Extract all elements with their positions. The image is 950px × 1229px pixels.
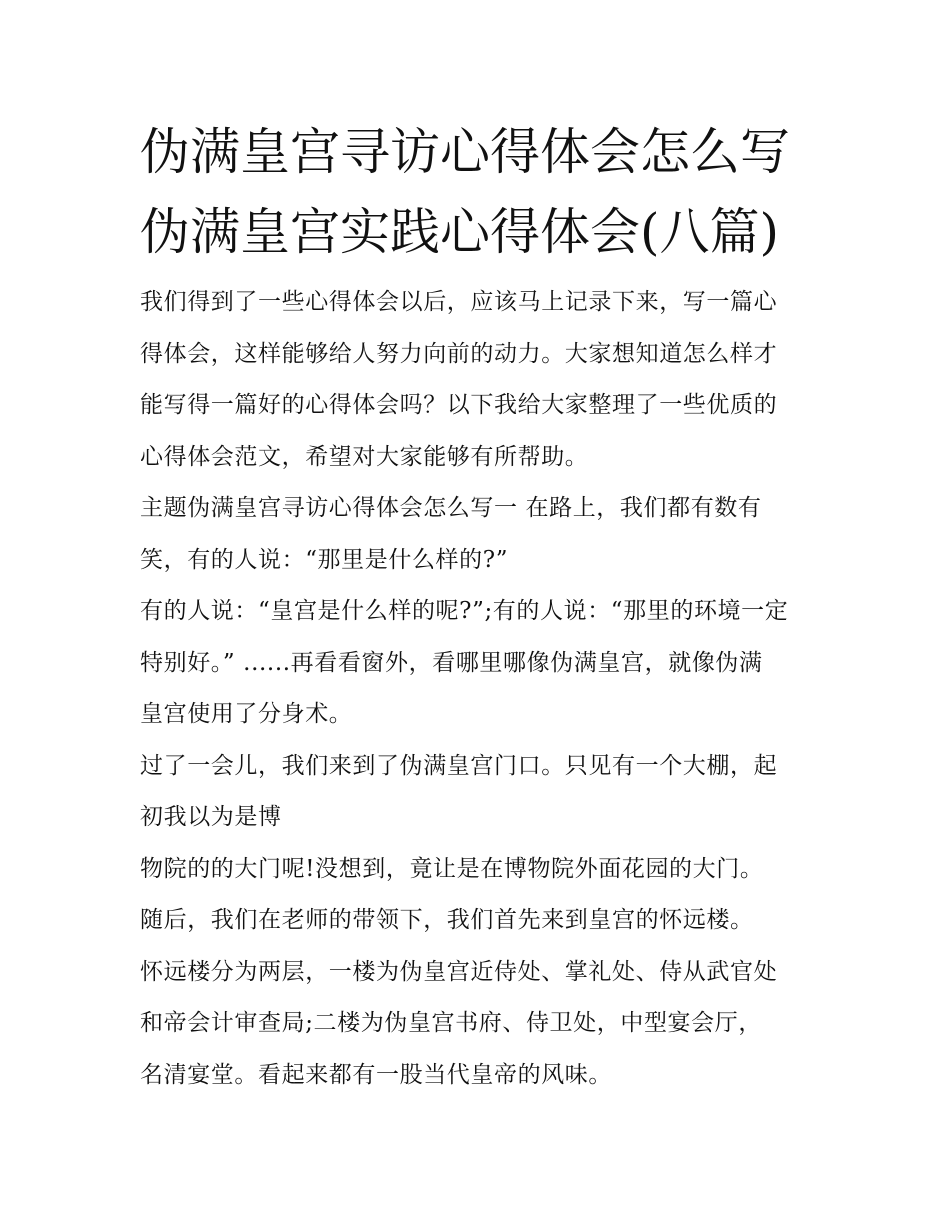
document-body: [140, 277, 820, 1101]
title-line-2: 伪满皇宫实践心得体会(八篇): [140, 203, 780, 261]
body-line: 心得体会范文，希望对大家能够有所帮助。: [140, 443, 589, 470]
body-line: 和帝会计审查局;二楼为伪皇宫书府、侍卫处，中型宴会厅，: [140, 1010, 762, 1036]
body-line: 过了一会儿，我们来到了伪满皇宫门口。只见有一个大棚，起: [140, 752, 778, 779]
body-line: 皇宫使用了分身术。: [140, 701, 353, 727]
body-line: 物院的的大门呢!没想到，竟让是在博物院外面花园的大门。: [140, 855, 764, 882]
body-line: 名清宴堂。看起来都有一股当代皇帝的风味。: [140, 1061, 612, 1088]
document-title: [140, 112, 860, 272]
body-line: 随后，我们在老师的带领下，我们首先来到皇宫的怀远楼。: [140, 907, 754, 933]
title-line-1: 伪满皇宫寻访心得体会怎么写: [140, 123, 790, 181]
body-line: 初我以为是博: [140, 804, 282, 830]
body-line: 能写得一篇好的心得体会吗？以下我给大家整理了一些优质的: [140, 392, 778, 418]
body-line: 我们得到了一些心得体会以后，应该马上记录下来，写一篇心: [140, 289, 778, 315]
body-line: 特别好。” ......再看看窗外，看哪里哪像伪满皇宫，就像伪满: [140, 649, 763, 676]
body-line: 怀远楼分为两层，一楼为伪皇宫近侍处、掌礼处、侍从武官处: [140, 958, 778, 985]
body-line: 得体会，这样能够给人努力向前的动力。大家想知道怎么样才: [140, 340, 778, 367]
body-line: 主题伪满皇宫寻访心得体会怎么写一 在路上，我们都有数有: [140, 495, 762, 521]
body-line: 笑，有的人说：“那里是什么样的?”: [140, 546, 509, 573]
body-line: 有的人说：“皇宫是什么样的呢?”;有的人说：“那里的环境一定: [140, 598, 789, 624]
